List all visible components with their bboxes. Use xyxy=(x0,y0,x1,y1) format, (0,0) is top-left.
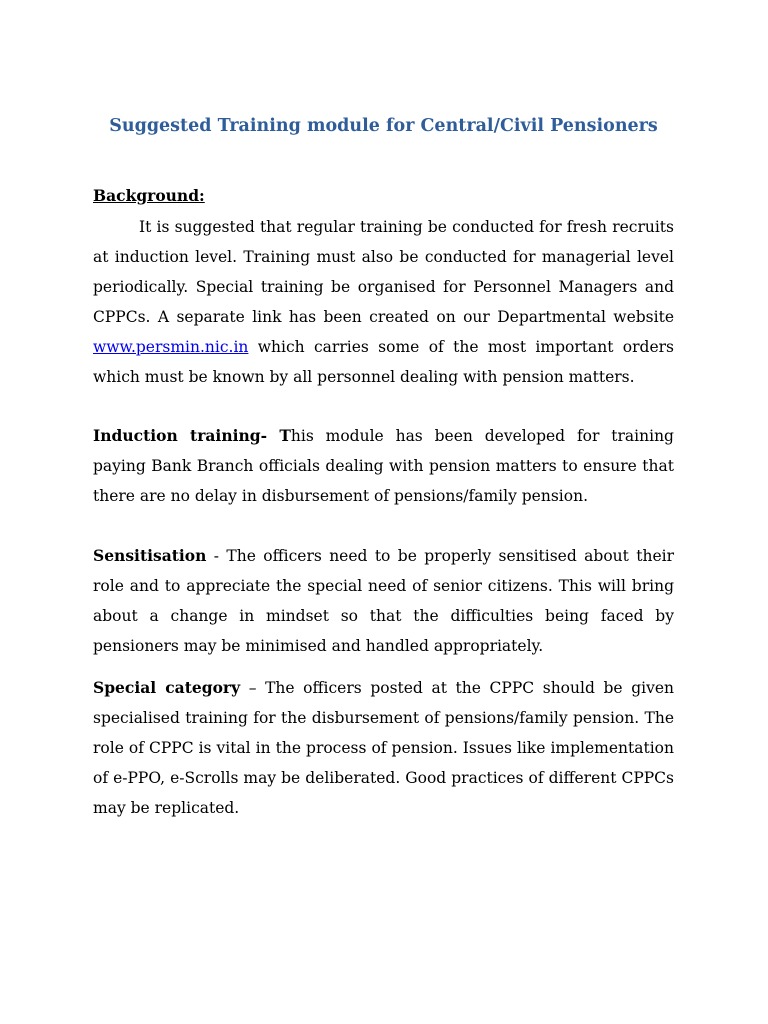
special-category-text: – The officers posted at the CPPC should be given specialised training for the disbursement of pensions/family pension. The role of CPPC is vital in the process of pension. Issues like implementation of e-PPO, e-Scrolls may be deliberated. Good practices of different CPPCs may be replicated. xyxy=(93,679,674,817)
background-paragraph xyxy=(93,212,674,392)
sensitisation-text: - The officers need to be properly sensitised about their role and to appreciate the special need of senior citizens. This will bring about a change in mindset so that the difficulties being faced by pensioners may be minimised and handled appropriately. xyxy=(93,547,674,655)
sensitisation-paragraph xyxy=(93,541,674,661)
induction-label: Induction training- T xyxy=(93,426,291,445)
background-text-1: It is suggested that regular training be conducted for fresh recruits at induction level. Training must also be conducted for managerial level periodically. Special training be organised for Personnel Managers and CPPCs. A separate link has been created on our Departmental website xyxy=(93,218,674,326)
background-text-2: which carries some of the most important orders which must be known by all personnel dealing with pension matters. xyxy=(93,338,674,386)
persmin-website-link[interactable]: www.persmin.nic.in xyxy=(93,338,249,356)
induction-paragraph xyxy=(93,421,674,511)
special-category-label: Special category xyxy=(93,678,241,697)
induction-text: his module has been developed for training paying Bank Branch officials dealing with pension matters to ensure that there are no delay in disbursement of pensions/family pension. xyxy=(93,427,674,505)
sensitisation-label: Sensitisation xyxy=(93,546,207,565)
document-title: Suggested Training module for Central/Civil Pensioners xyxy=(109,116,658,136)
background-heading: Background: xyxy=(93,186,205,205)
special-category-paragraph xyxy=(93,673,674,823)
